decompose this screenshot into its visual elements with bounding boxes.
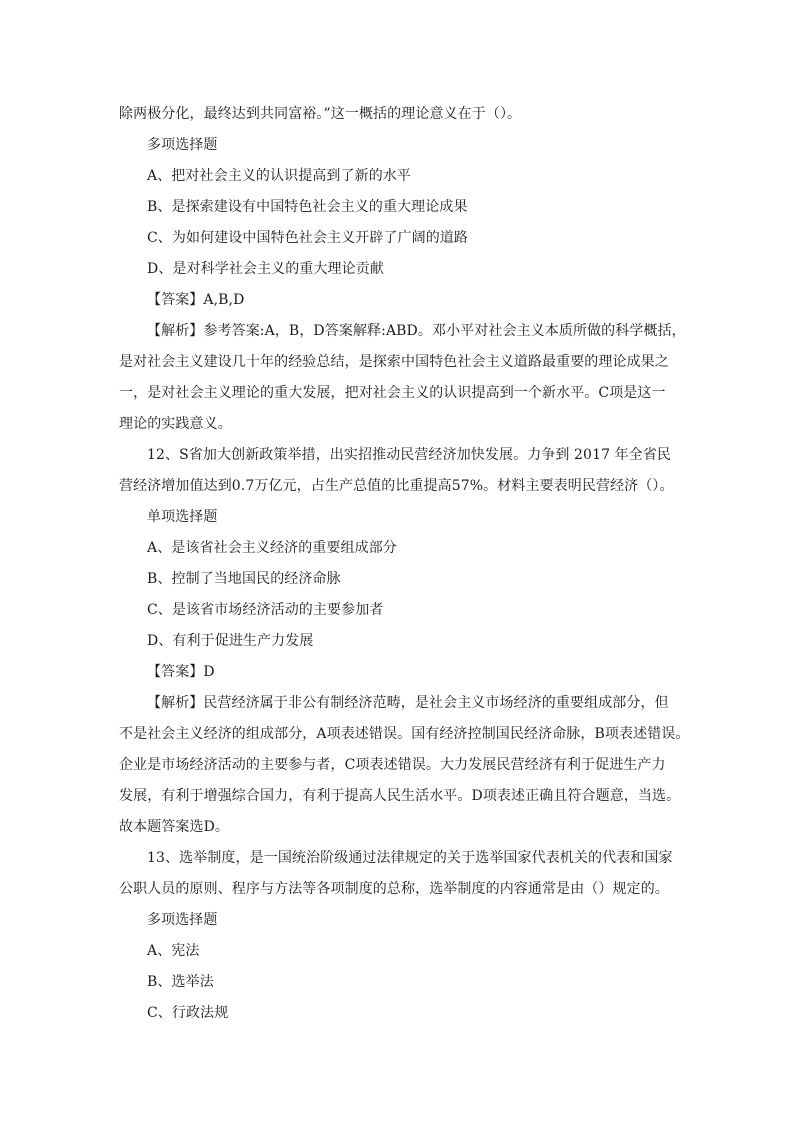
q11-analysis-line-2: 是对社会主义建设几十年的经验总结，是探索中国特色社会主义道路最重要的理论成果之 bbox=[119, 354, 669, 370]
q13-stem-line-1: 13、选举制度，是一国统治阶级通过法律规定的关于选举国家代表机关的代表和国家 bbox=[147, 850, 673, 866]
q12-option-b: B、控制了当地国民的经济命脉 bbox=[147, 571, 341, 587]
q12-analysis-line-5: 故本题答案选D。 bbox=[119, 819, 230, 835]
q11-analysis-line-3: 一，是对社会主义理论的重大发展，把对社会主义的认识提高到一个新水平。C项是这一 bbox=[119, 385, 666, 401]
q11-answer bbox=[147, 290, 244, 310]
q13-option-c: C、行政法规 bbox=[147, 1005, 229, 1021]
q13-stem-line-2: 公职人员的原则、程序与方法等各项制度的总称，选举制度的内容通常是由（）规定的。 bbox=[119, 881, 669, 897]
q12-stem-line-2: 营经济增加值达到0.7万亿元，占生产总值的比重提高57%。材料主要表明民营经济（）。 bbox=[119, 478, 674, 494]
q12-analysis-line-2: 不是社会主义经济的组成部分，A项表述错误。国有经济控制国民经济命脉，B项表述错误。 bbox=[119, 726, 690, 742]
q11-analysis-line-4: 理论的实践意义。 bbox=[119, 416, 232, 432]
analysis-label: 【解析】 bbox=[147, 323, 204, 339]
q11-option-d: D、是对科学社会主义的重大理论贡献 bbox=[147, 261, 384, 277]
q12-analysis-line-1 bbox=[147, 693, 669, 713]
q13-type: 多项选择题 bbox=[147, 912, 218, 928]
q13-option-b: B、选举法 bbox=[147, 974, 214, 990]
q11-stem-tail: 除两极分化，最终达到共同富裕。”这一概括的理论意义在于（）。 bbox=[119, 106, 522, 122]
q12-stem-line-1: 12、S省加大创新政策举措，出实招推动民营经济加快发展。力争到 2017 年全省民 bbox=[147, 447, 672, 463]
q11-option-b: B、是探索建设有中国特色社会主义的重大理论成果 bbox=[147, 199, 468, 215]
q12-option-a: A、是该省社会主义经济的重要组成部分 bbox=[147, 540, 397, 556]
q12-analysis-line-4: 发展，有利于增强综合国力，有利于提高人民生活水平。D项表述正确且符合题意，当选。 bbox=[119, 788, 681, 804]
answer-label: 【答案】 bbox=[147, 292, 204, 308]
analysis-text: 民营经济属于非公有制经济范畴，是社会主义市场经济的重要组成部分，但 bbox=[203, 695, 669, 711]
q12-answer bbox=[147, 662, 215, 682]
q12-analysis-line-3: 企业是市场经济活动的主要参与者，C项表述错误。大力发展民营经济有利于促进生产力 bbox=[119, 757, 666, 773]
q13-option-a: A、宪法 bbox=[147, 943, 200, 959]
analysis-label: 【解析】 bbox=[147, 695, 204, 711]
q12-option-d: D、有利于促进生产力发展 bbox=[147, 633, 314, 649]
q11-type: 多项选择题 bbox=[147, 137, 218, 153]
q11-option-c: C、为如何建设中国特色社会主义开辟了广阔的道路 bbox=[147, 230, 469, 246]
answer-label: 【答案】 bbox=[147, 664, 204, 680]
q11-analysis-line-1 bbox=[147, 321, 686, 341]
q12-option-c: C、是该省市场经济活动的主要参加者 bbox=[147, 602, 384, 618]
analysis-text: 参考答案:A，B，D答案解释:ABD。邓小平对社会主义本质所做的科学概括， bbox=[203, 323, 686, 339]
answer-value: A,B,D bbox=[203, 292, 245, 308]
q12-type: 单项选择题 bbox=[147, 509, 218, 525]
q11-option-a: A、把对社会主义的认识提高到了新的水平 bbox=[147, 168, 412, 184]
answer-value: D bbox=[203, 664, 215, 680]
